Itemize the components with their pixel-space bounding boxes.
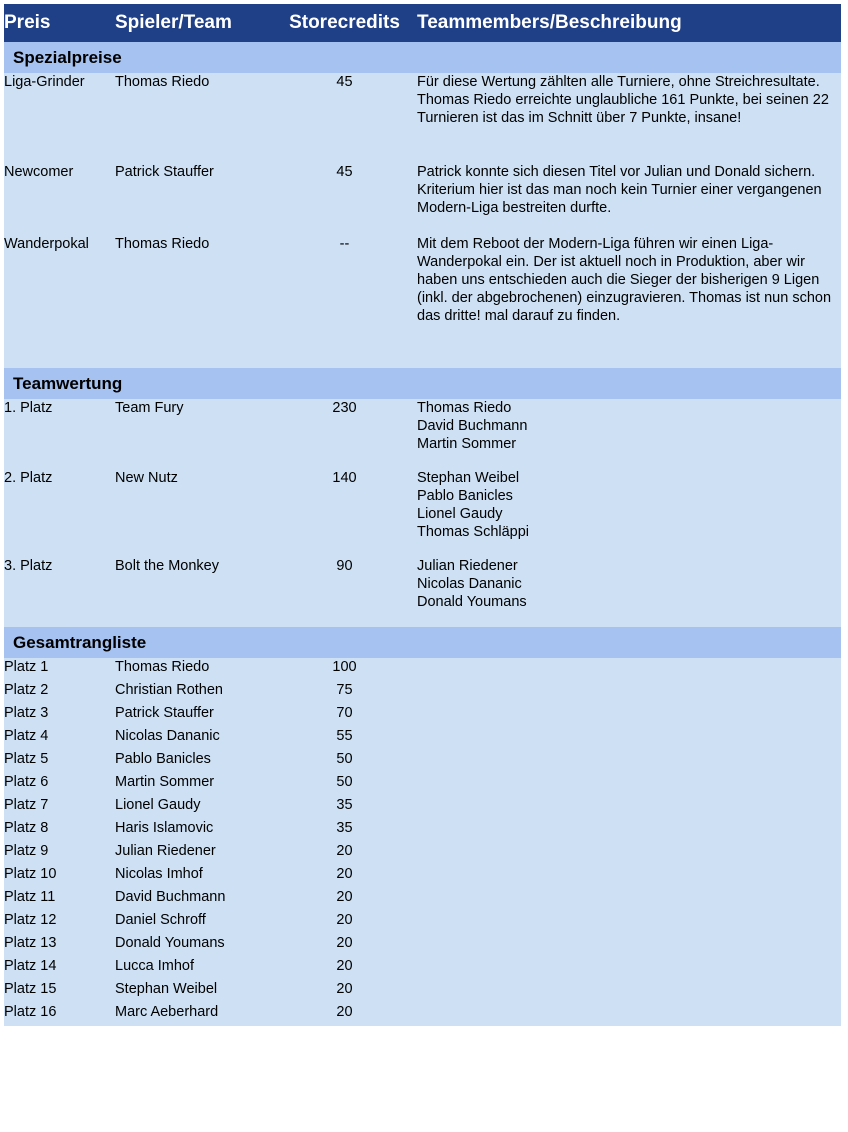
preis-cell: 2. Platz: [4, 469, 115, 557]
table-row: [4, 163, 841, 235]
section-title: Gesamtrangliste: [4, 627, 841, 658]
rank-cell: Platz 10: [4, 865, 115, 888]
rank-cell: Platz 12: [4, 911, 115, 934]
team-cell: Bolt the Monkey: [115, 557, 272, 627]
rank-cell: Platz 11: [4, 888, 115, 911]
section-header-teamwertung: [4, 368, 841, 399]
empty-cell: [417, 704, 841, 727]
credits-cell: 20: [272, 957, 417, 980]
ranking-row: [4, 865, 841, 888]
team-member: David Buchmann: [417, 418, 528, 434]
team-member: Martin Sommer: [417, 436, 517, 452]
credits-cell: 230: [272, 399, 417, 469]
rank-cell: Platz 2: [4, 681, 115, 704]
empty-cell: [417, 750, 841, 773]
credits-cell: --: [272, 235, 417, 368]
player-cell: Donald Youmans: [115, 934, 272, 957]
rank-cell: Platz 6: [4, 773, 115, 796]
beschreibung-cell: Mit dem Reboot der Modern-Liga führen wir einen Liga-Wanderpokal ein. Der ist aktuell noch in Produktion, aber wir haben uns entschieden auch die Sieger der bisherigen 9 Ligen (inkl. der abgebrochenen) einzugravieren. Thomas ist nun schon das dritte! mal darauf zu finden.: [417, 235, 841, 368]
player-cell: Lucca Imhof: [115, 957, 272, 980]
credits-cell: 20: [272, 865, 417, 888]
preis-cell: Liga-Grinder: [4, 73, 115, 163]
spieler-cell: Thomas Riedo: [115, 73, 272, 163]
credits-cell: 20: [272, 934, 417, 957]
ranking-row: [4, 658, 841, 681]
rank-cell: Platz 13: [4, 934, 115, 957]
team-member: Lionel Gaudy: [417, 506, 503, 522]
header-spieler-team: Spieler/Team: [115, 4, 272, 42]
rank-cell: Platz 3: [4, 704, 115, 727]
empty-cell: [417, 796, 841, 819]
team-member: Thomas Riedo: [417, 400, 512, 416]
section-title: Teamwertung: [4, 368, 841, 399]
player-cell: Nicolas Imhof: [115, 865, 272, 888]
credits-cell: 50: [272, 773, 417, 796]
empty-cell: [417, 727, 841, 750]
player-cell: David Buchmann: [115, 888, 272, 911]
empty-cell: [417, 773, 841, 796]
preis-cell: Newcomer: [4, 163, 115, 235]
credits-cell: 45: [272, 163, 417, 235]
empty-cell: [417, 934, 841, 957]
empty-cell: [417, 911, 841, 934]
empty-cell: [417, 888, 841, 911]
preis-cell: Wanderpokal: [4, 235, 115, 368]
empty-cell: [417, 980, 841, 1003]
player-cell: Martin Sommer: [115, 773, 272, 796]
credits-cell: 90: [272, 557, 417, 627]
player-cell: Pablo Banicles: [115, 750, 272, 773]
header-storecredits: Storecredits: [272, 4, 417, 42]
beschreibung-cell: Für diese Wertung zählten alle Turniere, ohne Streichresultate. Thomas Riedo erreichte unglaubliche 161 Punkte, bei seinen 22 Turnieren ist das im Schnitt über 7 Punkte, insane!: [417, 73, 841, 163]
empty-cell: [417, 957, 841, 980]
rank-cell: Platz 15: [4, 980, 115, 1003]
section-title: Spezialpreise: [4, 42, 841, 73]
empty-cell: [417, 681, 841, 704]
credits-cell: 20: [272, 1003, 417, 1026]
members-cell: [417, 469, 841, 557]
preis-cell: 1. Platz: [4, 399, 115, 469]
ranking-row: [4, 957, 841, 980]
table-row: [4, 73, 841, 163]
members-cell: [417, 399, 841, 469]
ranking-row: [4, 934, 841, 957]
credits-cell: 75: [272, 681, 417, 704]
rank-cell: Platz 8: [4, 819, 115, 842]
team-cell: Team Fury: [115, 399, 272, 469]
team-member: Pablo Banicles: [417, 488, 513, 504]
empty-cell: [417, 819, 841, 842]
beschreibung-cell: Patrick konnte sich diesen Titel vor Julian und Donald sichern. Kriterium hier ist das man noch kein Turnier einer vergangenen Modern-Liga bestreiten durfte.: [417, 163, 841, 235]
team-member: Thomas Schläppi: [417, 524, 530, 540]
team-member: Stephan Weibel: [417, 470, 520, 486]
ranking-row: [4, 842, 841, 865]
credits-cell: 20: [272, 980, 417, 1003]
rank-cell: Platz 7: [4, 796, 115, 819]
header-preis: Preis: [4, 4, 115, 42]
player-cell: Patrick Stauffer: [115, 704, 272, 727]
ranking-row: [4, 750, 841, 773]
rank-cell: Platz 9: [4, 842, 115, 865]
credits-cell: 70: [272, 704, 417, 727]
player-cell: Stephan Weibel: [115, 980, 272, 1003]
ranking-row: [4, 980, 841, 1003]
player-cell: Haris Islamovic: [115, 819, 272, 842]
rank-cell: Platz 1: [4, 658, 115, 681]
spieler-cell: Patrick Stauffer: [115, 163, 272, 235]
empty-cell: [417, 658, 841, 681]
table-row: [4, 469, 841, 557]
player-cell: Julian Riedener: [115, 842, 272, 865]
credits-cell: 140: [272, 469, 417, 557]
credits-cell: 35: [272, 796, 417, 819]
rank-cell: Platz 16: [4, 1003, 115, 1026]
results-table: [4, 4, 841, 1026]
preis-cell: 3. Platz: [4, 557, 115, 627]
credits-cell: 35: [272, 819, 417, 842]
ranking-row: [4, 911, 841, 934]
section-header-spezialpreise: [4, 42, 841, 73]
team-cell: New Nutz: [115, 469, 272, 557]
credits-cell: 20: [272, 911, 417, 934]
ranking-row: [4, 681, 841, 704]
player-cell: Daniel Schroff: [115, 911, 272, 934]
credits-cell: 50: [272, 750, 417, 773]
spieler-cell: Thomas Riedo: [115, 235, 272, 368]
header-beschreibung: Teammembers/Beschreibung: [417, 4, 841, 42]
rank-cell: Platz 14: [4, 957, 115, 980]
credits-cell: 45: [272, 73, 417, 163]
ranking-row: [4, 888, 841, 911]
empty-cell: [417, 865, 841, 888]
credits-cell: 20: [272, 842, 417, 865]
ranking-row: [4, 1003, 841, 1026]
members-cell: [417, 557, 841, 627]
rank-cell: Platz 5: [4, 750, 115, 773]
ranking-row: [4, 796, 841, 819]
player-cell: Christian Rothen: [115, 681, 272, 704]
player-cell: Lionel Gaudy: [115, 796, 272, 819]
player-cell: Marc Aeberhard: [115, 1003, 272, 1026]
team-member: Julian Riedener: [417, 558, 518, 574]
team-member: Nicolas Dananic: [417, 576, 522, 592]
team-member: Donald Youmans: [417, 594, 527, 610]
ranking-row: [4, 727, 841, 750]
section-header-gesamtrangliste: [4, 627, 841, 658]
credits-cell: 55: [272, 727, 417, 750]
empty-cell: [417, 842, 841, 865]
player-cell: Thomas Riedo: [115, 658, 272, 681]
credits-cell: 100: [272, 658, 417, 681]
ranking-row: [4, 773, 841, 796]
credits-cell: 20: [272, 888, 417, 911]
header-row: [4, 4, 841, 42]
empty-cell: [417, 1003, 841, 1026]
rank-cell: Platz 4: [4, 727, 115, 750]
player-cell: Nicolas Dananic: [115, 727, 272, 750]
table-row: [4, 399, 841, 469]
ranking-row: [4, 819, 841, 842]
table-row: [4, 557, 841, 627]
table-row: [4, 235, 841, 368]
table-body: [4, 42, 841, 1026]
ranking-row: [4, 704, 841, 727]
